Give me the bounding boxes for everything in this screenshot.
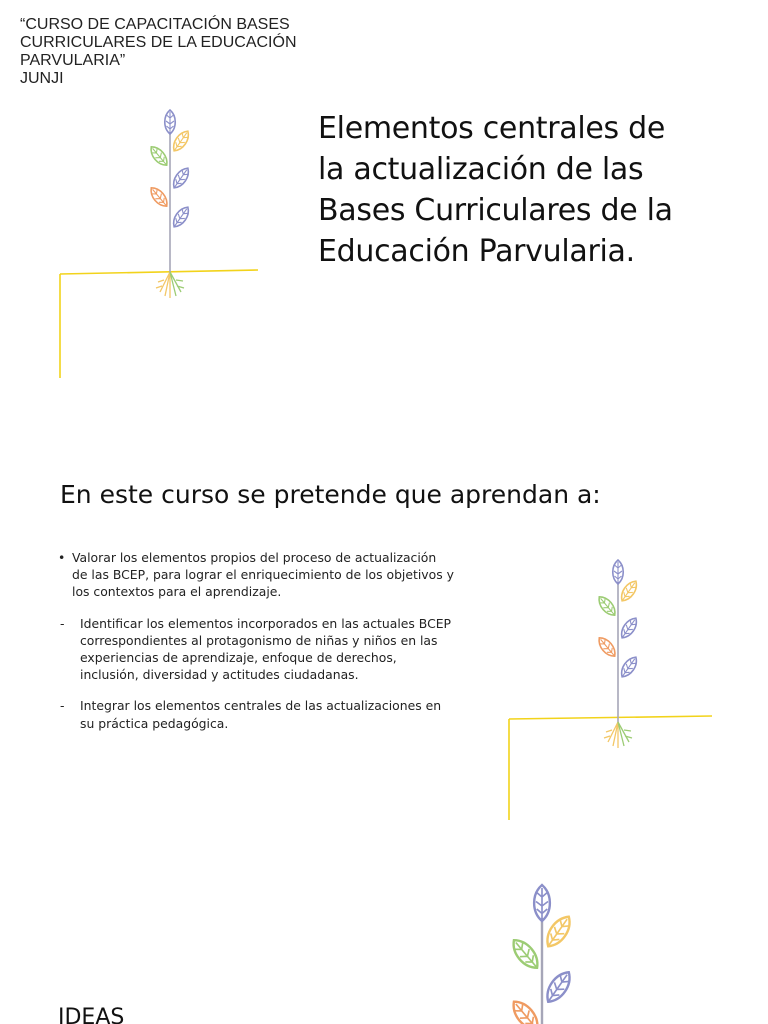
slide-1 [0, 0, 768, 420]
bullet-marker: • [58, 550, 66, 565]
leaf-shape [170, 204, 192, 230]
leaf-shape [147, 143, 170, 168]
objective-line: Valorar los elementos propios del proceso de actualización [72, 550, 437, 565]
leaf-shape [618, 615, 640, 641]
objective-line: Identificar los elementos incorporados en las actuales BCEP [80, 615, 452, 631]
leaf-shape [147, 184, 170, 209]
header-line: “CURSO DE CAPACITACIÓN BASES [20, 16, 290, 33]
objective-line: inclusión, diversidad y actitudes ciudadanas. [80, 667, 359, 683]
objective-line: correspondientes al protagonismo de niñas y niños en las [80, 632, 438, 648]
leaf-shape [542, 968, 576, 1007]
slide-2 [0, 460, 768, 860]
dash-marker: - [60, 698, 65, 714]
plant-sprout-icon [594, 554, 646, 754]
plant-sprout-icon [506, 876, 584, 1024]
objective-line: los contextos para el aprendizaje. [72, 584, 282, 600]
objective-line: su práctica pedagógica. [80, 715, 229, 731]
title-line: Bases Curriculares de la [318, 193, 673, 228]
header-line: JUNJI [20, 70, 64, 87]
leaf-shape [165, 110, 176, 134]
leaf-shape [542, 912, 576, 951]
leaf-shape [595, 634, 618, 659]
ideas-heading: IDEAS [58, 1005, 125, 1024]
leaf-shape [508, 935, 543, 973]
header-line: CURRICULARES DE LA EDUCACIÓN [20, 34, 297, 51]
title-line: Educación Parvularia. [318, 234, 635, 269]
objective-line: Integrar los elementos centrales de las actualizaciones en [80, 698, 442, 714]
leaf-shape [613, 560, 624, 584]
leaf-shape [595, 593, 618, 618]
header-line: PARVULARIA” [20, 52, 126, 69]
title-line: Elementos centrales de [318, 111, 666, 146]
roots-green [170, 272, 184, 296]
leaf-shape [508, 997, 543, 1024]
leaf-shape [170, 128, 192, 154]
roots-green [618, 722, 632, 746]
dash-marker: - [60, 615, 65, 631]
leaf-shape [534, 885, 550, 921]
leaf-shape [618, 654, 640, 680]
roots-orange [156, 272, 170, 298]
objectives-heading: En este curso se pretende que aprendan a: [60, 480, 601, 509]
leaf-shape [618, 578, 640, 604]
objective-line: de las BCEP, para lograr el enriquecimiento de los objetivos y [72, 567, 454, 583]
leaf-shape [170, 165, 192, 191]
objective-line: experiencias de aprendizaje, enfoque de derechos, [80, 650, 397, 666]
slide-title [318, 108, 738, 272]
slide-3 [0, 860, 768, 1024]
plant-sprout-icon [146, 104, 198, 304]
roots-orange [604, 722, 618, 748]
ground-line-decoration [0, 460, 768, 860]
title-line: la actualización de las [318, 152, 644, 187]
